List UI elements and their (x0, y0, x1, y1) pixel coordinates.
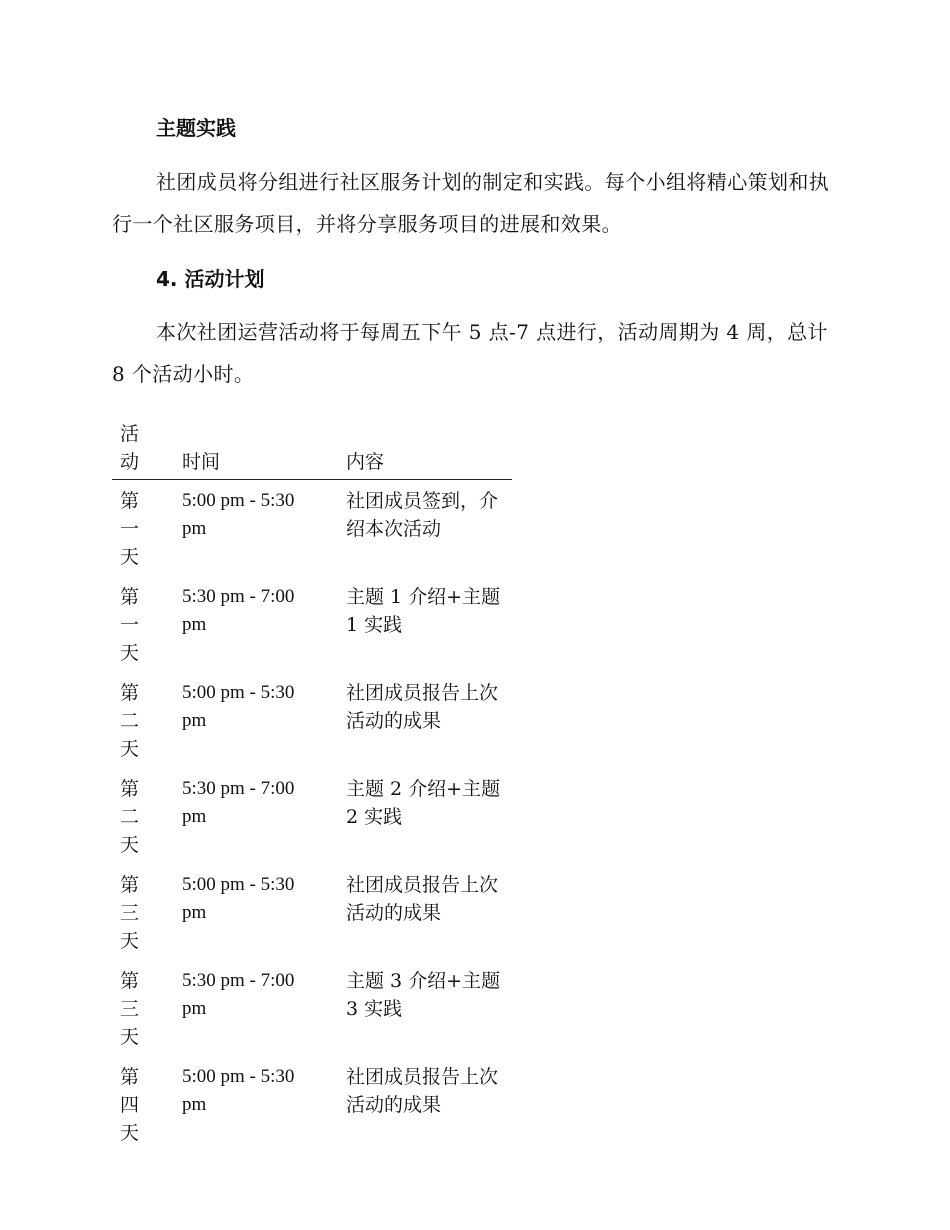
cell-time: 5:00 pm - 5:30 pm (182, 682, 295, 731)
cell-day: 第三天 (120, 970, 140, 1048)
table-row (112, 577, 512, 673)
cell-time: 5:00 pm - 5:30 pm (182, 874, 295, 923)
table-row (112, 865, 512, 961)
table-row (112, 961, 512, 1057)
section-heading-activity-plan: 4. 活动计划 (156, 267, 265, 291)
table-row (112, 769, 512, 865)
cell-content: 社团成员签到，介绍本次活动 (346, 490, 499, 540)
cell-day: 第二天 (120, 778, 140, 856)
cell-day: 第四天 (120, 1066, 140, 1144)
header-activity: 活动 (120, 423, 140, 473)
cell-content: 社团成员报告上次活动的成果 (346, 874, 499, 924)
cell-content: 主题 2 介绍+主题 2 实践 (346, 778, 501, 828)
cell-time: 5:00 pm - 5:30 pm (182, 490, 295, 539)
cell-content: 主题 1 介绍+主题 1 实践 (346, 586, 501, 636)
cell-time: 5:30 pm - 7:00 pm (182, 586, 295, 635)
schedule-table-header (112, 420, 512, 480)
paragraph-activity-plan: 本次社团运营活动将于每周五下午 5 点-7 点进行，活动周期为 4 周，总计 8 个活动小时。 (112, 320, 828, 386)
header-row (112, 420, 512, 480)
header-time: 时间 (182, 451, 221, 473)
table-row (112, 480, 512, 578)
cell-time: 5:30 pm - 7:00 pm (182, 778, 295, 827)
cell-day: 第一天 (120, 586, 140, 664)
cell-day: 第二天 (120, 682, 140, 760)
cell-time: 5:00 pm - 5:30 pm (182, 1066, 295, 1115)
cell-day: 第一天 (120, 490, 140, 568)
table-row (112, 1057, 512, 1153)
paragraph-theme-practice: 社团成员将分组进行社区服务计划的制定和实践。每个小组将精心策划和执行一个社区服务项目，并将分享服务项目的进展和效果。 (112, 170, 830, 236)
table-row (112, 673, 512, 769)
cell-content: 主题 3 介绍+主题 3 实践 (346, 970, 501, 1020)
cell-time: 5:30 pm - 7:00 pm (182, 970, 295, 1019)
cell-content: 社团成员报告上次活动的成果 (346, 682, 499, 732)
section-heading-theme-practice: 主题实践 (156, 116, 236, 140)
schedule-table-body (112, 480, 512, 1154)
cell-content: 社团成员报告上次活动的成果 (346, 1066, 499, 1116)
cell-day: 第三天 (120, 874, 140, 952)
header-content: 内容 (346, 451, 385, 473)
schedule-table (112, 420, 512, 1153)
